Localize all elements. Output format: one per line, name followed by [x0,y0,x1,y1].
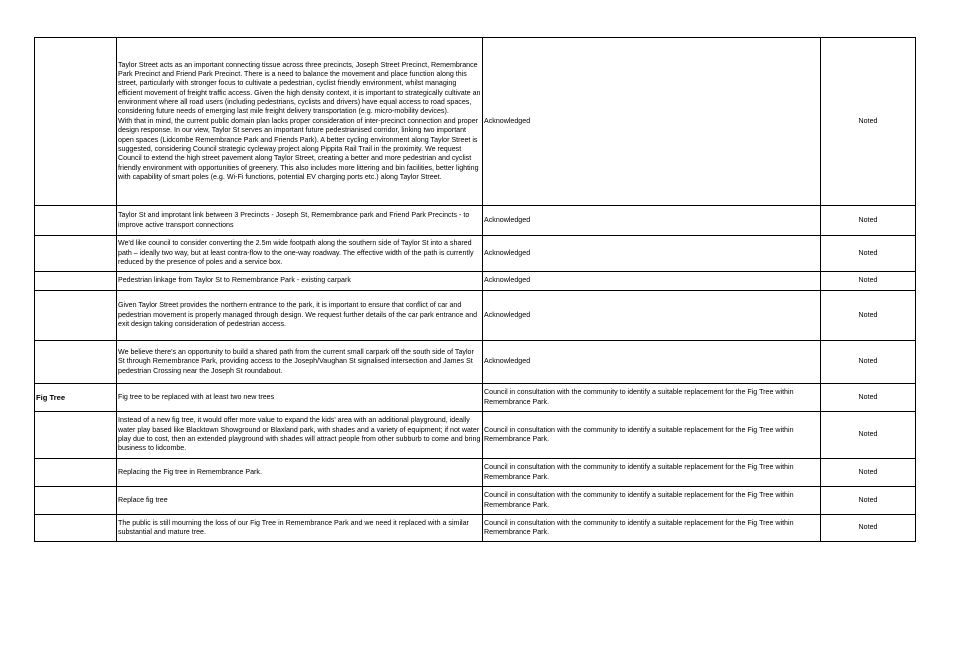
submission-cell: We'd like council to consider converting the 2.5m wide footpath along the southern side of Taylor St into a shared path – ideally two way, but at least contra-flow to the one-way roadway. The effective width of the path is currently reduced by the presence of poles and a service box. [117,236,483,272]
status-cell: Noted [821,291,916,341]
status-cell: Noted [821,206,916,236]
response-cell: Council in consultation with the community to identify a suitable replacement for the Fig Tree within Remembrance Park. [483,459,821,487]
table-row [35,384,916,412]
topic-cell [35,236,117,272]
response-cell: Acknowledged [483,206,821,236]
table-row [35,459,916,487]
response-cell: Council in consultation with the community to identify a suitable replacement for the Fig Tree within Remembrance Park. [483,515,821,542]
table-row [35,272,916,291]
response-cell: Acknowledged [483,272,821,291]
submission-cell: Replace fig tree [117,487,483,515]
status-cell: Noted [821,487,916,515]
submissions-table [34,37,916,542]
table-row [35,412,916,459]
status-cell: Noted [821,38,916,206]
submission-cell: The public is still mourning the loss of our Fig Tree in Remembrance Park and we need it replaced with a similar substantial and mature tree. [117,515,483,542]
topic-cell [35,459,117,487]
status-cell: Noted [821,341,916,384]
table-row [35,515,916,542]
submission-cell: Instead of a new fig tree, it would offer more value to expand the kids' area with an additional playground, ideally water play based like Blacktown Showground or Blaxland park, with shades and a variety of equipment; if not water play due to cost, then an extended playground with shades will attract people from other subburb to come and bring business to lidcombe. [117,412,483,459]
topic-cell [35,272,117,291]
topic-cell [35,291,117,341]
table-row [35,236,916,272]
topic-cell [35,412,117,459]
submission-cell: Taylor St and improtant link between 3 Precincts - Joseph St, Remembrance park and Friend Park Precincts - to improve active transport connections [117,206,483,236]
topic-cell: Fig Tree [35,384,117,412]
response-cell: Council in consultation with the community to identify a suitable replacement for the Fig Tree within Remembrance Park. [483,384,821,412]
status-cell: Noted [821,272,916,291]
submission-cell: We believe there's an opportunity to build a shared path from the current small carpark off the south side of Taylor St through Remembrance Park, providing access to the Joseph/Vaughan St signalised intersection and James St pedestrian Crossing near the Joseph St roundabout. [117,341,483,384]
response-cell: Acknowledged [483,38,821,206]
submission-cell: Replacing the Fig tree in Remembrance Park. [117,459,483,487]
submission-cell: Given Taylor Street provides the northern entrance to the park, it is important to ensure that conflict of car and pedestrian movement is properly managed through design. We request further details of the car park entrance and exit design taking consideration of pedestrian access. [117,291,483,341]
table-row [35,38,916,206]
response-cell: Acknowledged [483,236,821,272]
table-row [35,291,916,341]
response-cell: Council in consultation with the community to identify a suitable replacement for the Fig Tree within Remembrance Park. [483,487,821,515]
topic-cell [35,38,117,206]
submission-cell: Pedestrian linkage from Taylor St to Remembrance Park - existing carpark [117,272,483,291]
response-cell: Acknowledged [483,291,821,341]
response-cell: Acknowledged [483,341,821,384]
status-cell: Noted [821,412,916,459]
topic-cell [35,341,117,384]
status-cell: Noted [821,384,916,412]
submission-cell: Fig tree to be replaced with at least two new trees [117,384,483,412]
status-cell: Noted [821,236,916,272]
topic-cell [35,206,117,236]
response-cell: Council in consultation with the community to identify a suitable replacement for the Fig Tree within Remembrance Park. [483,412,821,459]
topic-cell [35,487,117,515]
status-cell: Noted [821,459,916,487]
table-row [35,341,916,384]
table-row [35,487,916,515]
topic-cell [35,515,117,542]
submission-cell [117,38,483,206]
table-row [35,206,916,236]
submission-text: Taylor Street acts as an important connecting tissue across three precincts, Joseph Street Precinct, Remembrance Park Precinct and Friend Park Precinct. There is a need to balance the movement and place function along this street, particularly with stronger focus to cultivate a pedestrian, cyclist friendly environment, whilst managing efficient movement of freight traffic access. Given the high density context, it is important to strategically cultivate an environment where all road users (including pedestrians, cyclists and drivers) have equal access to road spaces, considering future needs of emerging last mile freight delivery transportation (e.g. micro-mobility devices). With that in mind, the current public domain plan lacks proper consideration of inter-precinct connection and proper design response. In our view, Taylor St serves an important future pedestrianised corridor, linking two important open spaces (Lidcombe Remembrance Park and Friends Park). A better cycling environment along Taylor Street is suggested, considering Council strategic cycleway project along Pippita Rail Trail in the proximity. We request Council to extend the high street pavement along Taylor Street, creating a better and more pedestrian and cyclist friendly environment with opportunities of greenery. This also includes more littering and bin facilities, better lighting with capability of smart poles (e.g. Wi-Fi functions, potential EV charging ports etc.) along Taylor Street. [118,60,481,181]
status-cell: Noted [821,515,916,542]
